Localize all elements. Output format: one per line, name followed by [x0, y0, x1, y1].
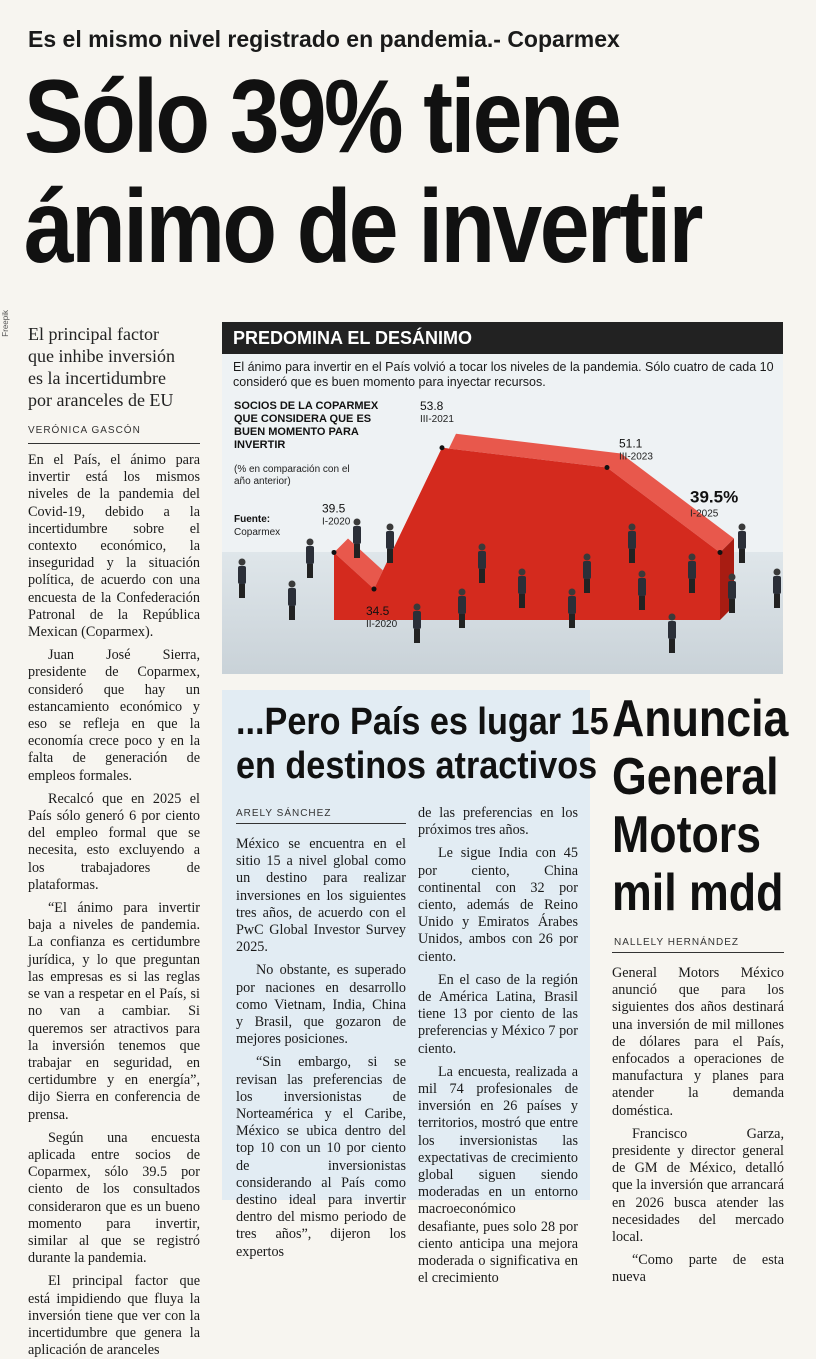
person-legs	[239, 584, 245, 598]
chart-title: SOCIOS DE LA COPARMEX QUE CONSIDERA QUE ES BUEN MOMENTO PARA INVERTIR	[234, 400, 379, 451]
person-body	[353, 526, 361, 544]
byline-right: NALLELY HERNÁNDEZ	[614, 937, 739, 948]
mid-article-col-1	[236, 836, 406, 1260]
person-legs	[729, 599, 735, 613]
person-head	[629, 524, 636, 531]
data-point	[605, 465, 610, 470]
person-figure	[306, 539, 314, 579]
person-head	[689, 554, 696, 561]
paragraph: En el caso de la región de América Latina, Brasil tiene 13 por ciento de las preferencias y México 7 por ciento.	[418, 971, 578, 1057]
data-point	[372, 587, 377, 592]
data-point	[440, 445, 445, 450]
person-legs	[569, 614, 575, 628]
person-legs	[519, 594, 525, 608]
person-legs	[414, 629, 420, 643]
mid-article-headline	[236, 700, 609, 788]
kicker: Es el mismo nivel registrado en pandemia.- Coparmex	[28, 26, 620, 52]
deck-line: por aranceles de EU	[28, 390, 174, 410]
person-head	[519, 569, 526, 576]
paragraph: “Sin embargo, si se revisan las preferencias de los inversionistas de Norteamérica y el Caribe, México se ubica dentro del top 10 con un 10 por ciento de inversionistas considerando al País como destino ideal para invertir dentro del mismo periodo de tres años”, dijeron los expertos	[236, 1054, 406, 1260]
person-head	[639, 571, 646, 578]
person-legs	[387, 549, 393, 563]
data-label-period: III-2023	[619, 451, 653, 463]
person-head	[354, 519, 361, 526]
mid-headline-line: ...Pero País es lugar 15	[236, 701, 609, 743]
person-body	[728, 581, 736, 599]
person-body	[583, 561, 591, 579]
person-body	[638, 578, 646, 596]
person-head	[289, 581, 296, 588]
data-label-period: II-2020	[366, 619, 398, 631]
person-body	[773, 576, 781, 594]
person-figure	[738, 524, 746, 564]
paragraph: Juan José Sierra, presidente de Coparmex, consideró que hay un estancamiento económico y eso se refleja en que la economía crece poco y en la falta de generación de empleos formales.	[28, 647, 200, 784]
person-legs	[289, 606, 295, 620]
headline-line-1: Sólo 39% tiene	[24, 59, 620, 175]
data-label-period: I-2020	[322, 516, 351, 528]
person-legs	[669, 639, 675, 653]
source-label: Fuente:	[234, 514, 271, 525]
deck-line: El principal factor	[28, 324, 159, 344]
person-body	[518, 576, 526, 594]
paragraph: El principal factor que está impidiendo que fluya la inversión tiene que ver con la incertidumbre que genera la aplicación de aranceles	[28, 1273, 200, 1359]
right-headline-line: Motors	[612, 806, 762, 864]
infographic-header: PREDOMINA EL DESÁNIMO	[222, 322, 783, 354]
right-article-body	[612, 965, 784, 1286]
person-body	[288, 588, 296, 606]
byline-mid: ARELY SÁNCHEZ	[236, 808, 332, 819]
person-head	[774, 569, 781, 576]
person-head	[729, 574, 736, 581]
infographic-intro: El ánimo para invertir en el País volvió a tocar los niveles de la pandemia. Sólo cuatro de cada 10 consideró que es buen momento para inyectar recursos.	[233, 360, 774, 389]
infographic	[222, 322, 783, 674]
data-label-value: 39.5%	[690, 487, 739, 507]
paragraph: En el País, el ánimo para invertir está los mismos niveles de la pandemia del Covid-19, debido a la incertidumbre sobre el contexto económico, la inseguridad y la situación política, de acuerdo con una encuesta de la Confederación Patronal de la República Mexican (Coparmex).	[28, 452, 200, 641]
person-body	[238, 566, 246, 584]
person-body	[628, 531, 636, 549]
byline-left: VERÓNICA GASCÓN	[28, 425, 141, 436]
deck	[28, 323, 216, 411]
person-legs	[584, 579, 590, 593]
headline	[24, 59, 701, 285]
divider	[612, 952, 784, 953]
person-legs	[479, 569, 485, 583]
person-legs	[774, 594, 780, 608]
person-legs	[354, 544, 360, 558]
paragraph: Francisco Garza, presidente y director general de GM de México, detalló que la inversión que arrancará en 2026 busca atender las necesidades del mercado local.	[612, 1125, 784, 1246]
person-head	[569, 589, 576, 596]
deck-line: que inhibe inversión	[28, 346, 175, 366]
person-body	[413, 611, 421, 629]
person-legs	[307, 564, 313, 578]
data-label-period: III-2021	[420, 413, 454, 425]
person-legs	[629, 549, 635, 563]
headline-line-2: ánimo de invertir	[24, 169, 701, 285]
divider	[28, 443, 200, 444]
right-headline-line: Anuncia	[612, 690, 789, 748]
person-body	[668, 621, 676, 639]
right-headline-line: General	[612, 748, 779, 806]
person-body	[458, 596, 466, 614]
person-body	[386, 531, 394, 549]
chart-subtitle: (% en comparación con el año anterior)	[234, 464, 350, 487]
data-label-value: 39.5	[322, 501, 346, 516]
divider	[236, 823, 406, 824]
paragraph: No obstante, es superado por naciones en desarrollo como Vietnam, India, China y Brasil, que gozaron de mejores posiciones.	[236, 962, 406, 1048]
person-body	[568, 596, 576, 614]
person-head	[387, 524, 394, 531]
data-label-value: 53.8	[420, 398, 444, 413]
person-head	[669, 614, 676, 621]
paragraph: México se encuentra en el sitio 15 a nivel global como un destino para realizar inversiones en los siguientes tres años, de acuerdo con el PwC Global Investor Survey 2025.	[236, 836, 406, 956]
paragraph: Recalcó que en 2025 el País sólo generó 6 por ciento del empleo formal que se necesita, esto excluyendo a los trabajadores de plataformas.	[28, 790, 200, 893]
deck-line: es la incertidumbre	[28, 368, 166, 388]
person-head	[459, 589, 466, 596]
photo-credit	[0, 310, 10, 410]
person-legs	[739, 549, 745, 563]
right-article-headline	[612, 690, 789, 922]
person-legs	[459, 614, 465, 628]
paragraph: Según una encuesta aplicada entre socios de Coparmex, sólo 39.5 por ciento de los consultados consideraron que es un bueno momento para invertir, similar al que se registró durante la pandemia.	[28, 1129, 200, 1267]
paragraph: General Motors México anunció que para los siguientes dos años destinará una inversión de mil millones de dólares para el País, enfocados a operaciones de manufactura y planes para atender la demanda doméstica.	[612, 965, 784, 1119]
paragraph: Le sigue India con 45 por ciento, China continental con 32 por ciento, además de Reino Unido y Emiratos Árabes Unidos, ambos con 26 por ciento.	[418, 845, 578, 965]
source-value: Coparmex	[234, 527, 281, 538]
right-headline-line: mil mdd	[612, 864, 784, 922]
person-body	[688, 561, 696, 579]
mid-article-col-2	[418, 805, 578, 1287]
person-body	[738, 531, 746, 549]
person-body	[306, 546, 314, 564]
person-head	[239, 559, 246, 566]
photo-credit-text: Freepik	[1, 310, 10, 337]
paragraph: La encuesta, realizada a mil 74 profesionales de inversión en 26 países y territorios, mostró que entre los inversionistas las expectativas de crecimiento global siguen siendo moderadas en un entorno macroeconómico desafiante, pues solo 28 por ciento anticipa una mejora moderada o significativa en el crecimiento	[418, 1063, 578, 1287]
person-body	[478, 551, 486, 569]
person-head	[739, 524, 746, 531]
chart-area	[334, 434, 734, 620]
paragraph: de las preferencias en los próximos tres años.	[418, 805, 578, 839]
data-label-value: 34.5	[366, 604, 390, 619]
paragraph: “El ánimo para invertir baja a niveles de pandemia. La confianza es certidumbre jurídica, y lo que preguntan las empresas es si las reglas se van a respetar en el País, si no van a cambiar. Si queremos ser atractivos para la inversión tenemos que trabajar en seguridad, en certidumbre y en energía”, dijo Sierra en conferencia de prensa.	[28, 900, 200, 1123]
person-head	[584, 554, 591, 561]
person-legs	[639, 596, 645, 610]
person-head	[307, 539, 314, 546]
person-head	[414, 604, 421, 611]
data-label-period: I-2025	[690, 508, 719, 520]
left-article-body	[28, 452, 200, 1359]
person-figure	[386, 524, 394, 564]
person-figure	[353, 519, 361, 559]
person-legs	[689, 579, 695, 593]
data-point	[332, 550, 337, 555]
data-label-value: 51.1	[619, 436, 643, 451]
data-point	[718, 550, 723, 555]
paragraph: “Como parte de esta nueva	[612, 1252, 784, 1286]
person-head	[479, 544, 486, 551]
mid-headline-line: en destinos atractivos	[236, 745, 598, 787]
